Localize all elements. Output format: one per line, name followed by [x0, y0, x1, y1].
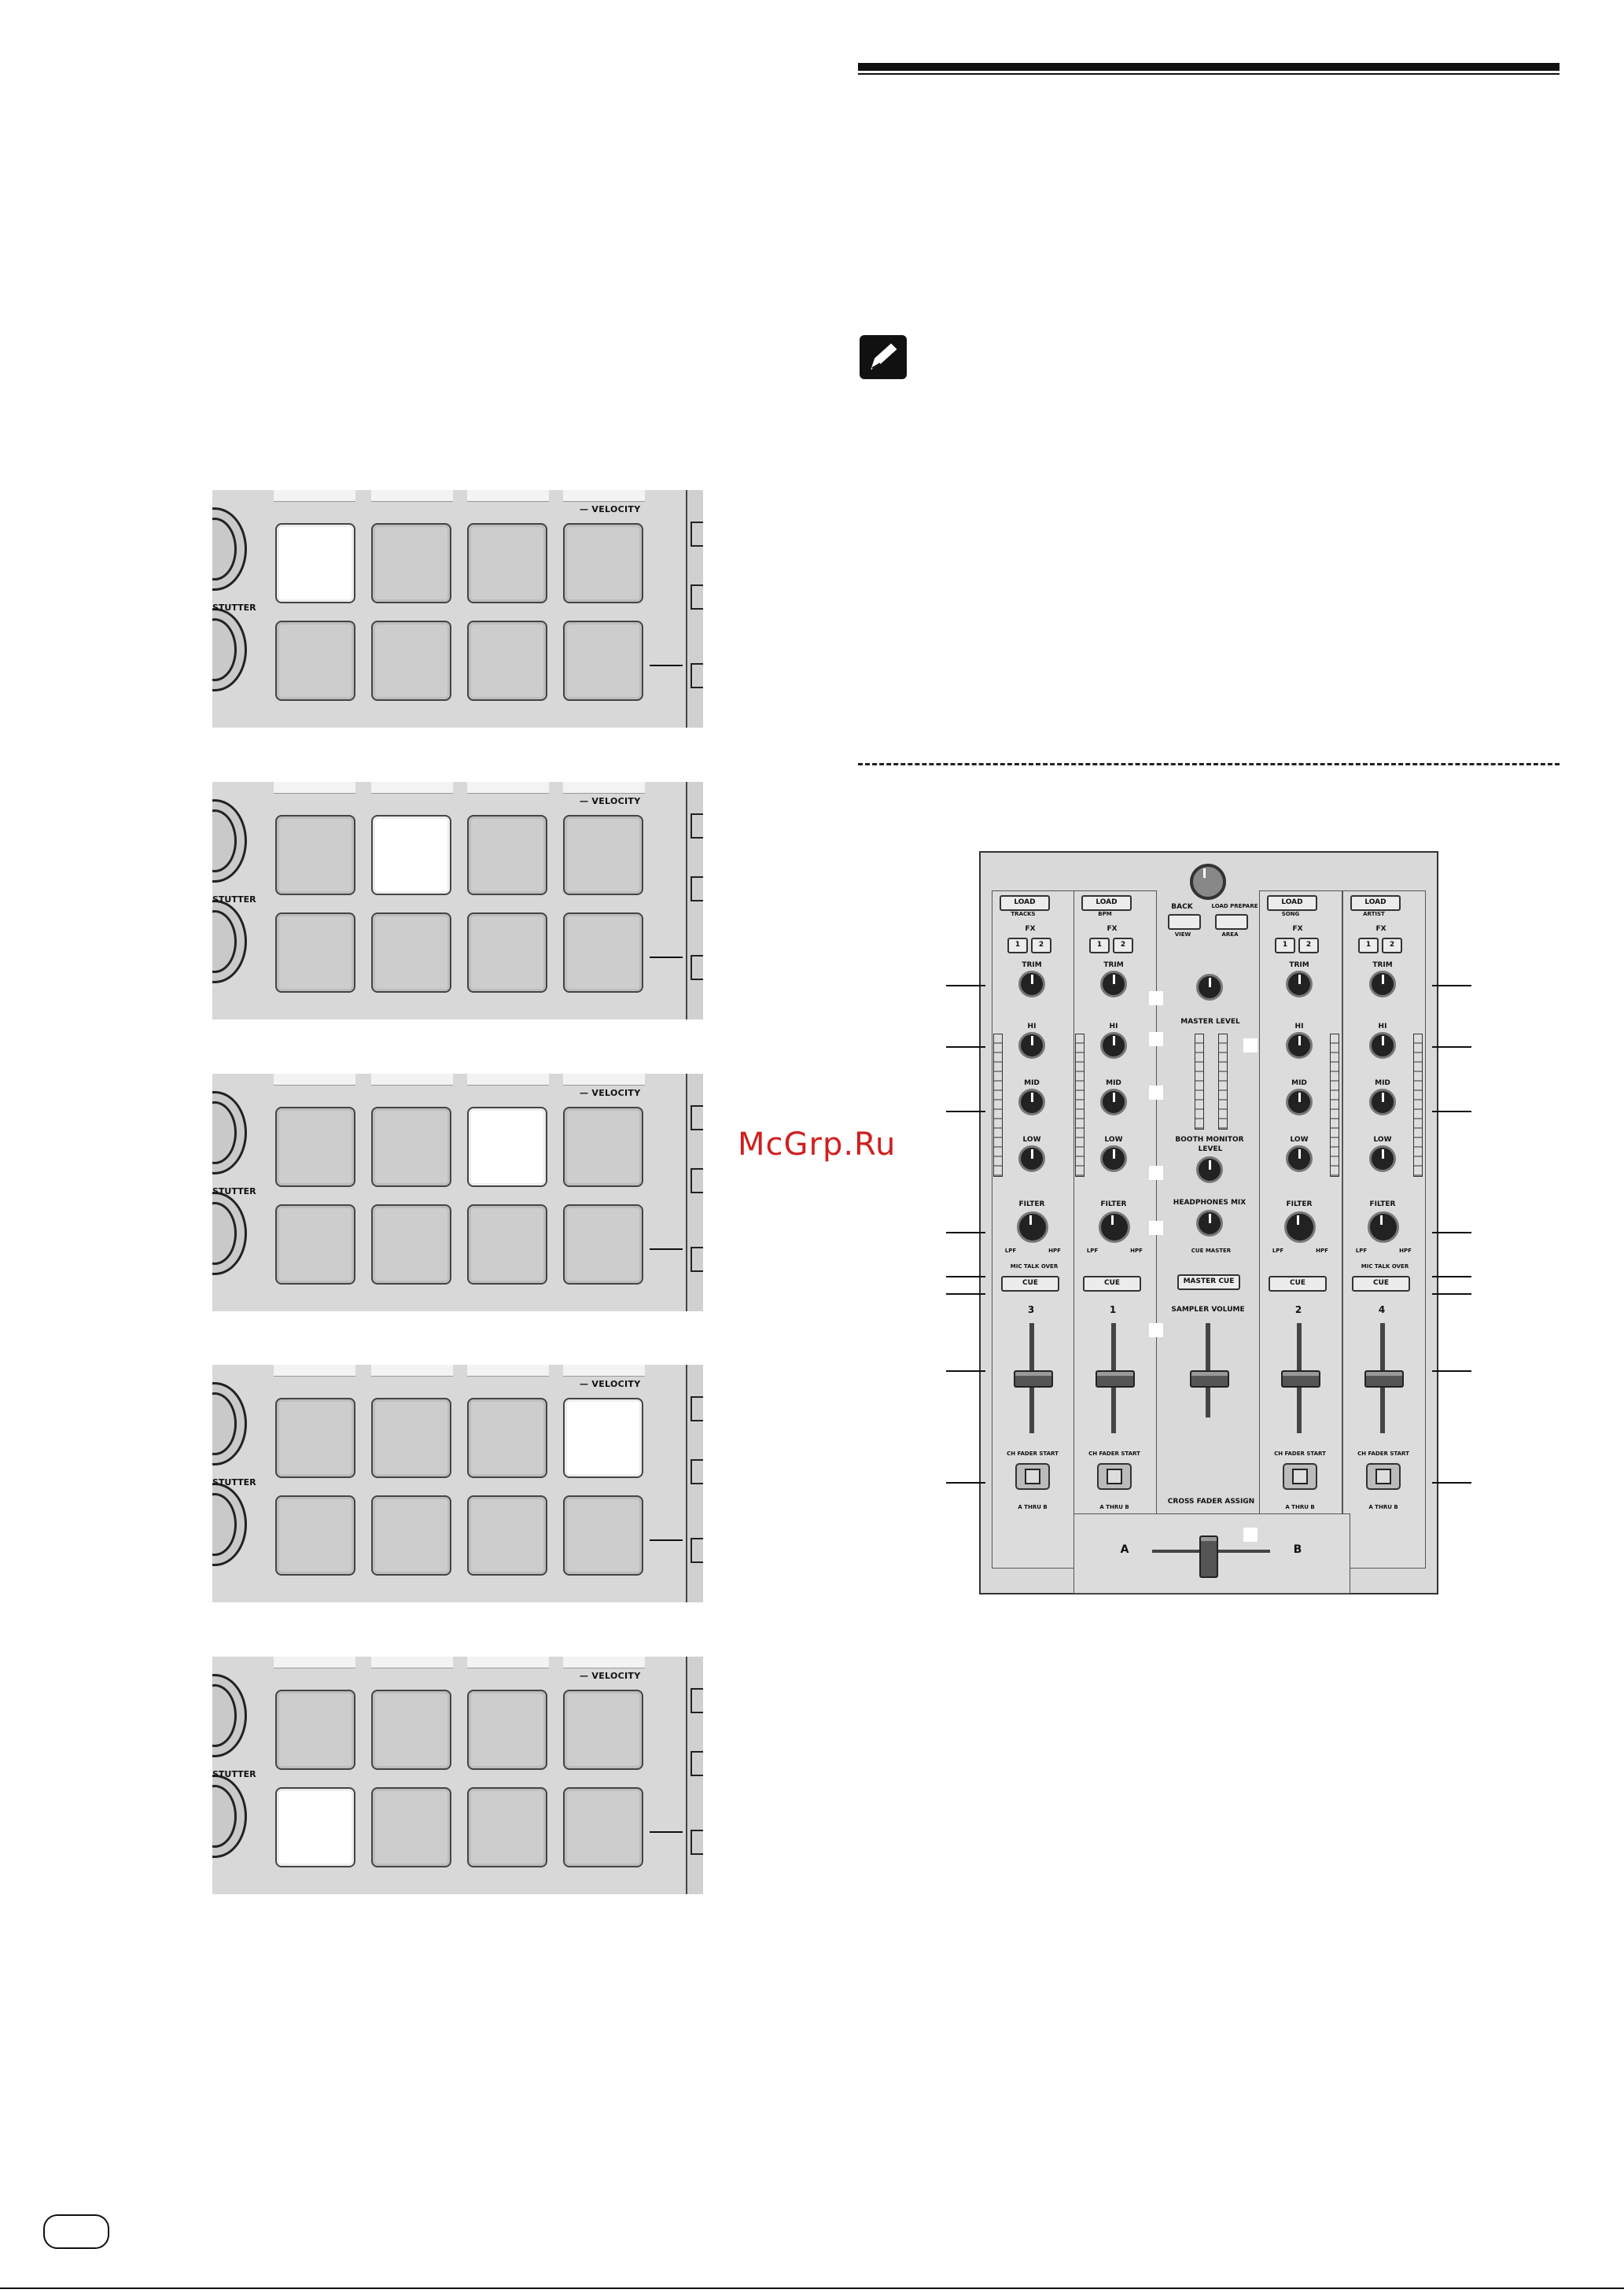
performance-pad[interactable] — [563, 1690, 643, 1770]
master-cue-button[interactable]: MASTER CUE — [1177, 1274, 1240, 1290]
callout-line — [946, 1293, 985, 1295]
performance-pad[interactable] — [563, 912, 643, 993]
low-eq-knob[interactable] — [1018, 1145, 1045, 1172]
pad-figure — [212, 1074, 703, 1311]
side-button[interactable] — [690, 1688, 703, 1713]
performance-pad[interactable] — [275, 621, 355, 701]
callout-line — [650, 1831, 683, 1833]
stutter-label: STUTTER — [212, 1477, 256, 1488]
performance-pad[interactable] — [275, 1690, 355, 1770]
jog-knob — [212, 799, 247, 883]
back-button[interactable] — [1168, 914, 1201, 930]
callout-line — [946, 1482, 985, 1484]
callout-line — [1432, 1111, 1471, 1112]
side-button[interactable] — [690, 1751, 703, 1776]
performance-pad[interactable] — [467, 1690, 547, 1770]
fx-label: FX — [1025, 925, 1036, 933]
callout-line — [650, 957, 683, 958]
pad-mode-strip — [371, 1074, 453, 1086]
channel-fader[interactable] — [1014, 1370, 1053, 1388]
channel-fader[interactable] — [1096, 1370, 1135, 1388]
side-button[interactable] — [690, 1247, 703, 1272]
pad-figure — [212, 1657, 703, 1894]
velocity-label: — VELOCITY — [580, 1088, 641, 1098]
mid-label: MID — [1291, 1079, 1307, 1087]
crossfader-b-label: B — [1293, 1543, 1302, 1556]
fx1-button[interactable]: 1 — [1358, 938, 1379, 953]
load-button[interactable]: LOAD — [1267, 895, 1317, 911]
side-button[interactable] — [690, 1168, 703, 1193]
performance-pad[interactable] — [563, 621, 643, 701]
performance-pad[interactable] — [371, 523, 451, 603]
hpf-label: HPF — [1399, 1248, 1412, 1254]
performance-pad[interactable] — [275, 1398, 355, 1478]
mic-talk-over-label: MIC TALK OVER — [1361, 1263, 1409, 1270]
velocity-label: — VELOCITY — [580, 1671, 641, 1681]
crossfader-assign-switch[interactable] — [1283, 1463, 1317, 1490]
cue-master-label: CUE MASTER — [1191, 1248, 1232, 1254]
pad-mode-strip — [371, 1657, 453, 1668]
trim-knob[interactable] — [1369, 971, 1396, 997]
booth-monitor-label: BOOTH MONITOR — [1175, 1136, 1244, 1144]
pad-figure — [212, 490, 703, 728]
performance-pad[interactable] — [275, 1107, 355, 1187]
cue-button[interactable]: CUE — [1352, 1276, 1410, 1292]
fx-label: FX — [1292, 925, 1303, 933]
callout-marker — [1149, 1323, 1163, 1337]
jog-knob — [212, 507, 247, 591]
ch-fader-start-label: CH FADER START — [1357, 1451, 1409, 1457]
low-label: LOW — [1373, 1136, 1392, 1144]
pad-figure — [212, 782, 703, 1019]
filter-label: FILTER — [1018, 1200, 1045, 1208]
side-button[interactable] — [690, 584, 703, 610]
low-eq-knob[interactable] — [1100, 1145, 1127, 1172]
low-eq-knob[interactable] — [1286, 1145, 1313, 1172]
jog-knob — [212, 1091, 247, 1174]
side-button[interactable] — [690, 876, 703, 901]
performance-pad[interactable] — [563, 523, 643, 603]
stutter-label: STUTTER — [212, 894, 256, 905]
pad-figure — [212, 1365, 703, 1602]
callout-line — [1432, 985, 1471, 986]
low-eq-knob[interactable] — [1369, 1145, 1396, 1172]
velocity-label: — VELOCITY — [580, 796, 641, 806]
heading-rule-thin — [858, 73, 1560, 75]
side-button[interactable] — [690, 813, 703, 839]
channel-number: 4 — [1378, 1304, 1386, 1315]
pad-mode-strip — [274, 1365, 355, 1377]
trim-label: TRIM — [1022, 961, 1042, 969]
crossfader-a-label: A — [1120, 1543, 1129, 1556]
performance-pad-lit[interactable] — [275, 1787, 355, 1867]
fx1-button[interactable]: 1 — [1275, 938, 1295, 953]
fx1-button[interactable]: 1 — [1089, 938, 1110, 953]
mid-label: MID — [1375, 1079, 1390, 1087]
mixer-diagram — [979, 851, 1438, 1594]
hpf-label: HPF — [1048, 1248, 1061, 1254]
performance-pad[interactable] — [467, 621, 547, 701]
hi-label: HI — [1294, 1023, 1304, 1030]
a-thru-b-label: A THRU B — [1285, 1504, 1315, 1510]
pad-mode-strip — [467, 1657, 549, 1668]
channel-level-meter — [1075, 1034, 1085, 1177]
page-number-badge — [43, 2214, 109, 2249]
jog-knob — [212, 608, 247, 691]
load-button[interactable]: LOAD — [1350, 895, 1401, 911]
mic-talk-over-label: MIC TALK OVER — [1010, 1263, 1059, 1270]
trim-knob[interactable] — [1018, 971, 1045, 997]
pad-mode-strip — [274, 782, 355, 794]
callout-line — [650, 1248, 683, 1250]
velocity-label: — VELOCITY — [580, 504, 641, 514]
hi-label: HI — [1378, 1023, 1387, 1030]
pad-mode-strip — [563, 1074, 645, 1086]
performance-pad[interactable] — [563, 815, 643, 895]
fx-label: FX — [1375, 925, 1386, 933]
crossfader-assign-switch[interactable] — [1015, 1463, 1050, 1490]
trim-label: TRIM — [1103, 961, 1124, 969]
callout-marker — [1149, 1166, 1163, 1180]
hi-eq-knob[interactable] — [1018, 1032, 1045, 1059]
performance-pad-lit[interactable] — [563, 1398, 643, 1478]
cross-fader-assign-label: CROSS FADER ASSIGN — [1167, 1498, 1255, 1506]
pad-mode-strip — [371, 782, 453, 794]
callout-marker — [1149, 991, 1163, 1005]
load-prepare-button[interactable] — [1215, 914, 1248, 930]
side-button[interactable] — [690, 522, 703, 547]
load-prepare-label: LOAD PREPARE — [1211, 903, 1258, 909]
back-label: BACK — [1171, 903, 1193, 911]
callout-line — [650, 1539, 683, 1541]
mid-eq-knob[interactable] — [1018, 1089, 1045, 1115]
channel-number: 3 — [1027, 1304, 1035, 1315]
hpf-label: HPF — [1130, 1248, 1143, 1254]
callout-line — [1432, 1370, 1471, 1372]
callout-line — [946, 1232, 985, 1233]
ch-fader-start-label: CH FADER START — [1274, 1451, 1326, 1457]
side-button[interactable] — [690, 1459, 703, 1484]
performance-pad[interactable] — [563, 1787, 643, 1867]
booth-monitor-knob[interactable] — [1196, 1156, 1223, 1183]
mid-eq-knob[interactable] — [1369, 1089, 1396, 1115]
callout-line — [1432, 1046, 1471, 1048]
performance-pad[interactable] — [563, 1204, 643, 1285]
footer-rule — [0, 2287, 1624, 2289]
channel-level-meter — [993, 1034, 1003, 1177]
callout-line — [946, 1370, 985, 1372]
crossfader-assign-switch[interactable] — [1366, 1463, 1401, 1490]
low-label: LOW — [1022, 1136, 1041, 1144]
performance-pad[interactable] — [371, 1204, 451, 1285]
callout-line — [946, 1276, 985, 1277]
sampler-volume-label: SAMPLER VOLUME — [1171, 1306, 1245, 1314]
watermark: McGrp.Ru — [738, 1126, 897, 1163]
performance-pad[interactable] — [371, 621, 451, 701]
pad-mode-strip — [563, 490, 645, 502]
mid-label: MID — [1106, 1079, 1121, 1087]
load-sub-label: BPM — [1098, 911, 1112, 917]
hpf-label: HPF — [1316, 1248, 1328, 1254]
note-pencil-icon — [860, 335, 907, 379]
velocity-label: — VELOCITY — [580, 1379, 641, 1389]
pad-mode-strip — [274, 1074, 355, 1086]
performance-pad[interactable] — [275, 815, 355, 895]
load-button[interactable]: LOAD — [1000, 895, 1050, 911]
filter-knob[interactable] — [1284, 1211, 1316, 1243]
callout-marker — [1243, 1038, 1258, 1052]
callout-marker — [1149, 1032, 1163, 1046]
jog-knob — [212, 1775, 247, 1858]
hi-label: HI — [1027, 1023, 1037, 1030]
filter-label: FILTER — [1286, 1200, 1313, 1208]
hi-eq-knob[interactable] — [1286, 1032, 1313, 1059]
load-sub-label: SONG — [1281, 911, 1300, 917]
callout-line — [946, 985, 985, 986]
callout-line — [1432, 1482, 1471, 1484]
filter-label: FILTER — [1100, 1200, 1127, 1208]
fx-label: FX — [1107, 925, 1118, 933]
jog-knob — [212, 1674, 247, 1757]
channel-number: 1 — [1109, 1304, 1117, 1315]
performance-pad[interactable] — [275, 1204, 355, 1285]
pad-mode-strip — [274, 1657, 355, 1668]
section-dashed-rule — [858, 763, 1560, 765]
filter-knob[interactable] — [1368, 1211, 1399, 1243]
performance-pad[interactable] — [275, 912, 355, 993]
hi-eq-knob[interactable] — [1100, 1032, 1127, 1059]
cue-button[interactable]: CUE — [1083, 1276, 1141, 1292]
channel-level-meter — [1330, 1034, 1339, 1177]
pad-mode-strip — [563, 1365, 645, 1377]
callout-marker — [1243, 1528, 1258, 1542]
performance-pad[interactable] — [467, 1495, 547, 1576]
master-level-label: MASTER LEVEL — [1180, 1018, 1240, 1026]
mid-eq-knob[interactable] — [1286, 1089, 1313, 1115]
performance-pad[interactable] — [467, 1204, 547, 1285]
ch-fader-start-label: CH FADER START — [1088, 1451, 1140, 1457]
low-label: LOW — [1290, 1136, 1309, 1144]
side-button[interactable] — [690, 1105, 703, 1130]
callout-line — [946, 1046, 985, 1048]
lpf-label: LPF — [1355, 1248, 1368, 1254]
crossfader[interactable] — [1199, 1535, 1218, 1578]
pad-mode-strip — [467, 490, 549, 502]
performance-pad[interactable] — [563, 1495, 643, 1576]
pad-mode-strip — [563, 1657, 645, 1668]
pad-mode-strip — [467, 1365, 549, 1377]
performance-pad[interactable] — [275, 1495, 355, 1576]
filter-label: FILTER — [1369, 1200, 1396, 1208]
master-level-knob[interactable] — [1196, 974, 1223, 1001]
performance-pad-lit[interactable] — [275, 523, 355, 603]
load-sub-label: TRACKS — [1011, 911, 1036, 917]
stutter-label: STUTTER — [212, 1769, 256, 1779]
side-button[interactable] — [690, 955, 703, 980]
headphones-mix-knob[interactable] — [1196, 1210, 1223, 1237]
performance-pad[interactable] — [467, 912, 547, 993]
load-button[interactable]: LOAD — [1081, 895, 1132, 911]
master-meter-right — [1218, 1034, 1228, 1130]
fx2-button[interactable]: 2 — [1113, 938, 1133, 953]
fx2-button[interactable]: 2 — [1031, 938, 1051, 953]
performance-pad[interactable] — [467, 1398, 547, 1478]
channel-level-meter — [1413, 1034, 1423, 1177]
trim-label: TRIM — [1372, 961, 1393, 969]
lpf-label: LPF — [1086, 1248, 1099, 1254]
trim-knob[interactable] — [1286, 971, 1313, 997]
lpf-label: LPF — [1004, 1248, 1017, 1254]
lpf-label: LPF — [1272, 1248, 1284, 1254]
pad-mode-strip — [371, 1365, 453, 1377]
a-thru-b-label: A THRU B — [1099, 1504, 1129, 1510]
stutter-label: STUTTER — [212, 1186, 256, 1196]
callout-marker — [1149, 1086, 1163, 1100]
master-meter-left — [1195, 1034, 1204, 1130]
performance-pad[interactable] — [467, 523, 547, 603]
pad-mode-strip — [563, 782, 645, 794]
performance-pad-lit[interactable] — [467, 1107, 547, 1187]
fx1-button[interactable]: 1 — [1007, 938, 1028, 953]
side-button[interactable] — [690, 1830, 703, 1855]
heading-rule — [858, 63, 1560, 71]
pad-mode-strip — [371, 490, 453, 502]
pad-mode-strip — [274, 490, 355, 502]
cue-button[interactable]: CUE — [1001, 1276, 1059, 1292]
performance-pad[interactable] — [467, 815, 547, 895]
filter-knob[interactable] — [1017, 1211, 1048, 1243]
side-button[interactable] — [690, 1538, 703, 1563]
mid-eq-knob[interactable] — [1100, 1089, 1127, 1115]
jog-knob — [212, 1192, 247, 1275]
performance-pad-lit[interactable] — [371, 815, 451, 895]
hi-eq-knob[interactable] — [1369, 1032, 1396, 1059]
jog-knob — [212, 1483, 247, 1566]
low-label: LOW — [1104, 1136, 1123, 1144]
trim-label: TRIM — [1289, 961, 1309, 969]
fx2-button[interactable]: 2 — [1382, 938, 1402, 953]
a-thru-b-label: A THRU B — [1368, 1504, 1398, 1510]
callout-line — [1432, 1293, 1471, 1295]
performance-pad[interactable] — [371, 1787, 451, 1867]
mid-label: MID — [1024, 1079, 1040, 1087]
callout-marker — [1149, 1221, 1163, 1235]
headphones-mix-label: HEADPHONES MIX — [1173, 1199, 1247, 1207]
channel-fader[interactable] — [1364, 1370, 1404, 1388]
a-thru-b-label: A THRU B — [1018, 1504, 1048, 1510]
sampler-volume-fader[interactable] — [1190, 1370, 1229, 1388]
fx2-button[interactable]: 2 — [1298, 938, 1319, 953]
booth-level-label: LEVEL — [1198, 1145, 1223, 1153]
performance-pad[interactable] — [467, 1787, 547, 1867]
jog-knob — [212, 900, 247, 983]
crossfader-assign-switch[interactable] — [1097, 1463, 1132, 1490]
performance-pad[interactable] — [371, 1495, 451, 1576]
trim-knob[interactable] — [1100, 971, 1127, 997]
pad-mode-strip — [467, 1074, 549, 1086]
performance-pad[interactable] — [371, 912, 451, 993]
callout-line — [946, 1111, 985, 1112]
performance-pad[interactable] — [371, 1398, 451, 1478]
view-label: VIEW — [1174, 931, 1191, 938]
channel-fader[interactable] — [1281, 1370, 1320, 1388]
side-button[interactable] — [690, 663, 703, 688]
browse-rotary-selector[interactable] — [1190, 864, 1226, 900]
stutter-label: STUTTER — [212, 603, 256, 613]
cue-button[interactable]: CUE — [1269, 1276, 1327, 1292]
filter-knob[interactable] — [1099, 1211, 1130, 1243]
ch-fader-start-label: CH FADER START — [1007, 1451, 1059, 1457]
channel-number: 2 — [1294, 1304, 1302, 1315]
performance-pad[interactable] — [371, 1107, 451, 1187]
performance-pad[interactable] — [371, 1690, 451, 1770]
jog-knob — [212, 1382, 247, 1465]
performance-pad[interactable] — [563, 1107, 643, 1187]
side-button[interactable] — [690, 1396, 703, 1421]
callout-line — [650, 665, 683, 666]
callout-line — [1432, 1276, 1471, 1277]
load-sub-label: ARTIST — [1363, 911, 1385, 917]
hi-label: HI — [1109, 1023, 1118, 1030]
area-label: AREA — [1221, 931, 1239, 938]
callout-line — [1432, 1232, 1471, 1233]
pad-mode-strip — [467, 782, 549, 794]
